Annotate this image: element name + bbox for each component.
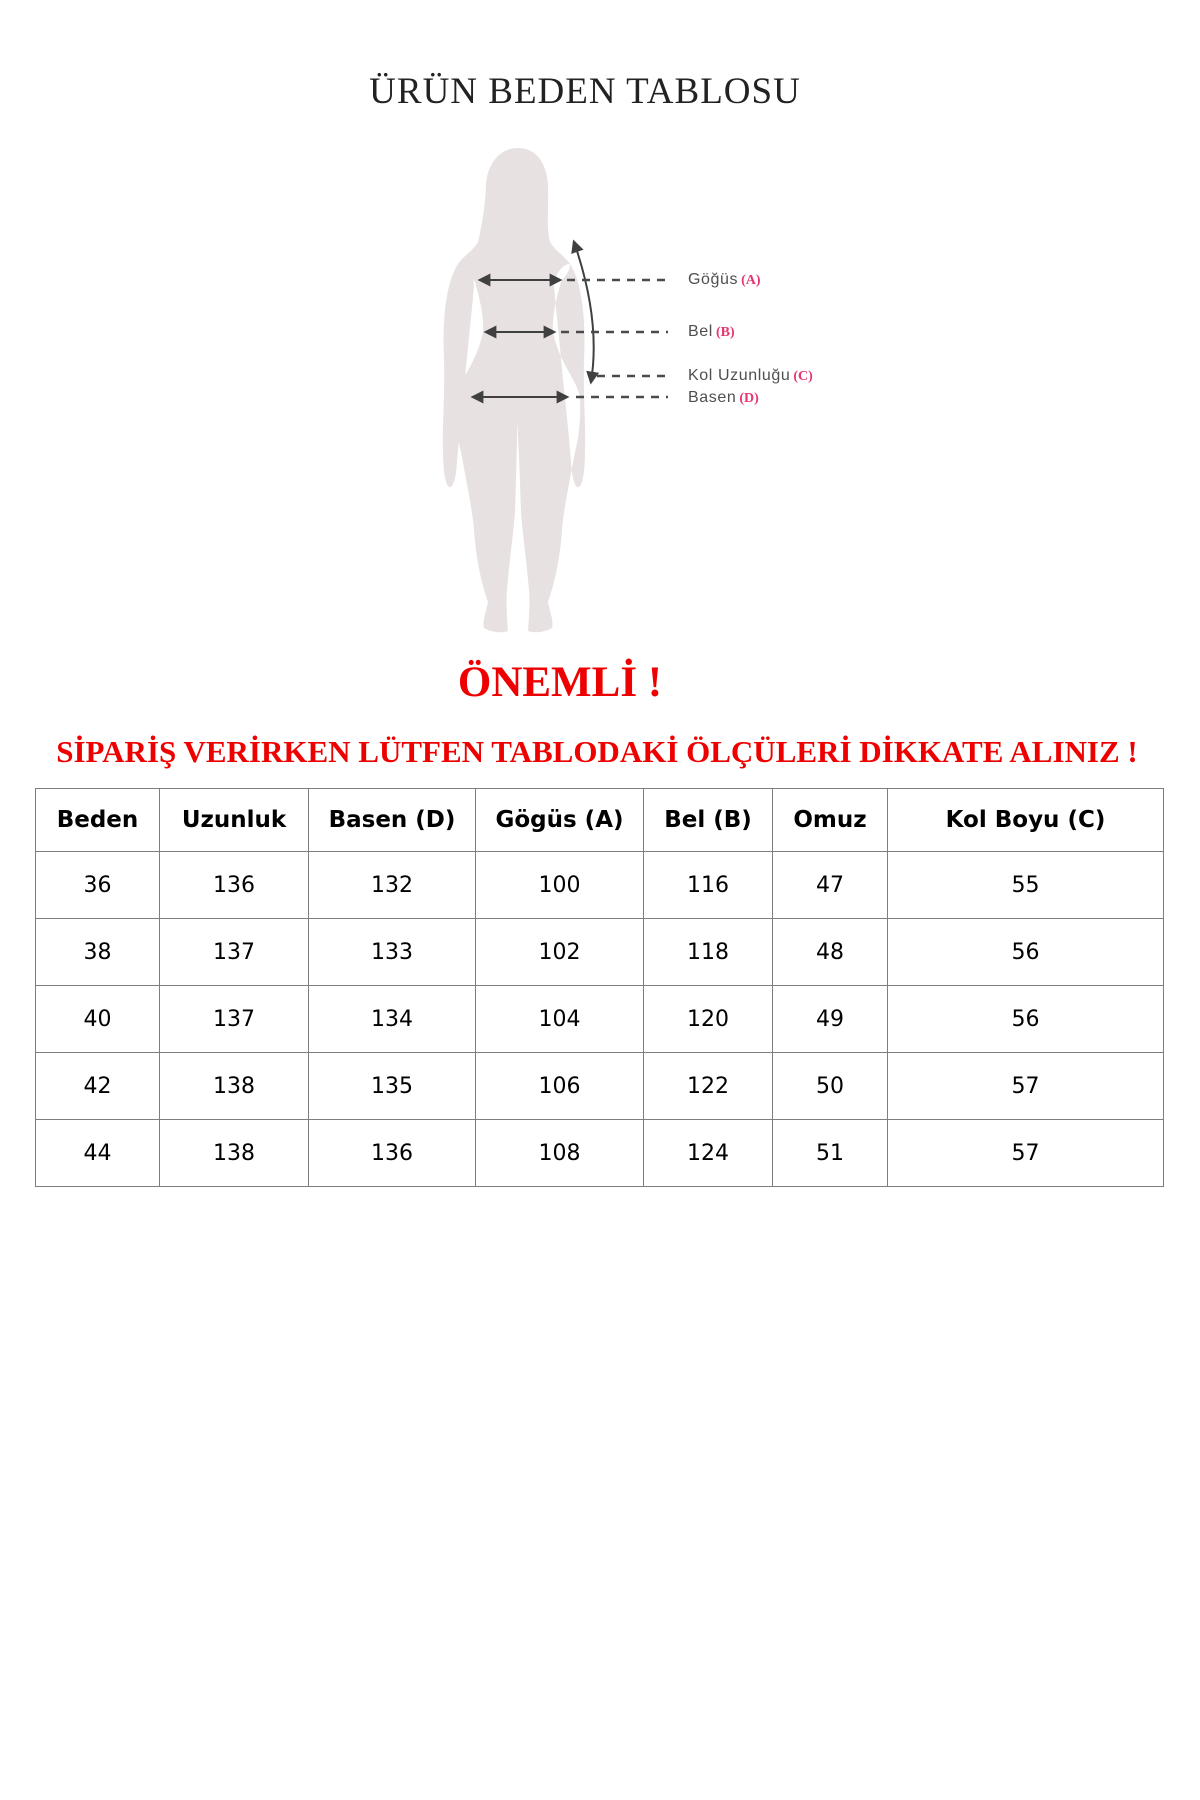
column-header: Gögüs (A) bbox=[476, 789, 644, 852]
size-cell: 44 bbox=[36, 1120, 160, 1187]
size-cell: 49 bbox=[773, 986, 888, 1053]
measure-label-b bbox=[688, 322, 735, 342]
size-cell: 135 bbox=[309, 1053, 476, 1120]
measure-name: Kol Uzunluğu bbox=[688, 367, 791, 384]
size-cell: 104 bbox=[476, 986, 644, 1053]
size-cell: 136 bbox=[160, 852, 309, 919]
body-measurement-diagram bbox=[400, 140, 700, 660]
size-cell: 133 bbox=[309, 919, 476, 986]
column-header: Kol Boyu (C) bbox=[888, 789, 1164, 852]
measure-letter: (A) bbox=[741, 273, 761, 288]
size-cell: 57 bbox=[888, 1053, 1164, 1120]
column-header: Omuz bbox=[773, 789, 888, 852]
page-title: ÜRÜN BEDEN TABLOSU bbox=[369, 71, 801, 112]
size-cell: 51 bbox=[773, 1120, 888, 1187]
size-cell: 55 bbox=[888, 852, 1164, 919]
measure-name: Göğüs bbox=[688, 271, 739, 288]
size-row-44 bbox=[36, 1120, 1164, 1187]
size-cell: 106 bbox=[476, 1053, 644, 1120]
measure-letter: (C) bbox=[793, 369, 813, 384]
size-cell: 122 bbox=[644, 1053, 773, 1120]
size-table-body bbox=[36, 852, 1164, 1187]
column-header: Uzunluk bbox=[160, 789, 309, 852]
important-subheading: SİPARİŞ VERİRKEN LÜTFEN TABLODAKİ ÖLÇÜLERİ DİKKATE ALINIZ ! bbox=[56, 734, 1138, 769]
size-cell: 116 bbox=[644, 852, 773, 919]
size-cell: 56 bbox=[888, 986, 1164, 1053]
size-cell: 102 bbox=[476, 919, 644, 986]
size-cell: 120 bbox=[644, 986, 773, 1053]
size-cell: 134 bbox=[309, 986, 476, 1053]
female-body-silhouette-icon bbox=[443, 148, 585, 632]
column-header: Bel (B) bbox=[644, 789, 773, 852]
size-cell: 40 bbox=[36, 986, 160, 1053]
size-cell: 42 bbox=[36, 1053, 160, 1120]
measure-letter: (B) bbox=[715, 325, 735, 340]
size-cell: 124 bbox=[644, 1120, 773, 1187]
size-row-40 bbox=[36, 986, 1164, 1053]
measure-label-d bbox=[688, 388, 759, 408]
size-row-36 bbox=[36, 852, 1164, 919]
important-heading: ÖNEMLİ ! bbox=[457, 659, 663, 706]
size-cell: 136 bbox=[309, 1120, 476, 1187]
size-table-header-row bbox=[36, 789, 1164, 852]
size-row-42 bbox=[36, 1053, 1164, 1120]
measurement-figure-graphic bbox=[400, 140, 700, 660]
size-cell: 100 bbox=[476, 852, 644, 919]
size-cell: 36 bbox=[36, 852, 160, 919]
size-cell: 138 bbox=[160, 1053, 309, 1120]
column-header: Basen (D) bbox=[309, 789, 476, 852]
size-cell: 38 bbox=[36, 919, 160, 986]
size-cell: 108 bbox=[476, 1120, 644, 1187]
measure-name: Bel bbox=[688, 323, 713, 340]
size-cell: 132 bbox=[309, 852, 476, 919]
column-header: Beden bbox=[36, 789, 160, 852]
size-cell: 137 bbox=[160, 919, 309, 986]
measure-letter: (D) bbox=[739, 391, 759, 406]
size-cell: 50 bbox=[773, 1053, 888, 1120]
size-cell: 57 bbox=[888, 1120, 1164, 1187]
measure-name: Basen bbox=[688, 389, 737, 406]
size-cell: 118 bbox=[644, 919, 773, 986]
size-row-38 bbox=[36, 919, 1164, 986]
size-cell: 56 bbox=[888, 919, 1164, 986]
measure-label-c bbox=[688, 366, 813, 386]
measure-label-a bbox=[688, 270, 761, 290]
size-cell: 47 bbox=[773, 852, 888, 919]
size-cell: 138 bbox=[160, 1120, 309, 1187]
size-cell: 48 bbox=[773, 919, 888, 986]
size-table bbox=[35, 788, 1164, 1187]
size-cell: 137 bbox=[160, 986, 309, 1053]
